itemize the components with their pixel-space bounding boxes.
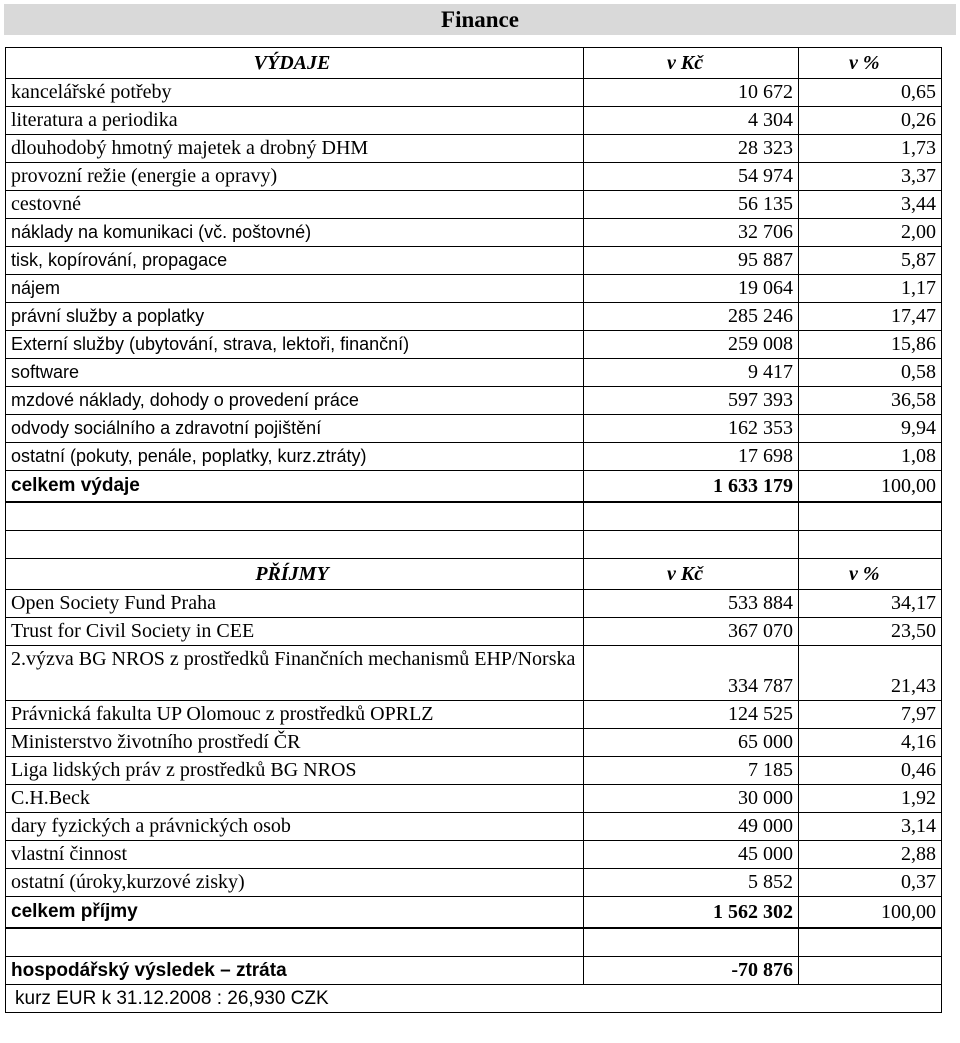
result-label: hospodářský výsledek – ztráta [6,957,584,985]
expense-pct: 1,08 [799,443,942,471]
expense-label: software [6,359,584,387]
blank-cell [6,928,584,957]
expense-kc: 28 323 [584,135,799,163]
income-kc: 65 000 [584,729,799,757]
income-pct: 0,46 [799,757,942,785]
income-label: Ministerstvo životního prostředí ČR [6,729,584,757]
exchange-rate-note: kurz EUR k 31.12.2008 : 26,930 CZK [6,985,942,1013]
income-header-label: PŘÍJMY [6,559,584,590]
expense-label: tisk, kopírování, propagace [6,247,584,275]
blank-cell [584,531,799,559]
table-row [6,785,942,813]
expense-pct: 3,37 [799,163,942,191]
blank-cell [6,531,584,559]
expense-label: mzdové náklady, dohody o provedení práce [6,387,584,415]
table-row [6,701,942,729]
page-title: Finance [4,4,956,35]
income-total-pct: 100,00 [799,897,942,929]
blank-cell [799,531,942,559]
expense-kc: 54 974 [584,163,799,191]
income-label: vlastní činnost [6,841,584,869]
expenses-total-row [6,471,942,503]
income-total-row [6,897,942,929]
expense-pct: 1,73 [799,135,942,163]
expense-kc: 32 706 [584,219,799,247]
expense-pct: 9,94 [799,415,942,443]
table-row [6,331,942,359]
income-kc: 5 852 [584,869,799,897]
expense-label: odvody sociálního a zdravotní pojištění [6,415,584,443]
blank-row [6,502,942,531]
blank-cell [584,502,799,531]
expense-pct: 0,65 [799,79,942,107]
finance-table [5,47,942,1013]
income-label: Trust for Civil Society in CEE [6,618,584,646]
result-row [6,957,942,985]
result-kc: -70 876 [584,957,799,985]
expense-kc: 17 698 [584,443,799,471]
table-row [6,729,942,757]
table-row [6,163,942,191]
expense-label: kancelářské potřeby [6,79,584,107]
expense-pct: 3,44 [799,191,942,219]
table-row [6,219,942,247]
table-row [6,359,942,387]
table-row [6,757,942,785]
expenses-total-kc: 1 633 179 [584,471,799,503]
expense-pct: 0,58 [799,359,942,387]
table-row [6,303,942,331]
income-label: 2.výzva BG NROS z prostředků Finančních mechanismů EHP/Norska [6,646,584,701]
expense-kc: 259 008 [584,331,799,359]
income-pct: 23,50 [799,618,942,646]
expense-pct: 36,58 [799,387,942,415]
income-label: dary fyzických a právnických osob [6,813,584,841]
table-row [6,191,942,219]
income-pct: 34,17 [799,590,942,618]
income-label: Liga lidských práv z prostředků BG NROS [6,757,584,785]
note-row [6,985,942,1013]
income-pct: 0,37 [799,869,942,897]
income-pct: 3,14 [799,813,942,841]
expense-label: ostatní (pokuty, penále, poplatky, kurz.ztráty) [6,443,584,471]
expense-kc: 597 393 [584,387,799,415]
table-row [6,813,942,841]
income-kc: 124 525 [584,701,799,729]
income-kc: 30 000 [584,785,799,813]
expense-label: provozní režie (energie a opravy) [6,163,584,191]
expenses-header-label: VÝDAJE [6,48,584,79]
table-row [6,275,942,303]
expense-pct: 17,47 [799,303,942,331]
expense-label: Externí služby (ubytování, strava, lektoři, finanční) [6,331,584,359]
expense-pct: 1,17 [799,275,942,303]
income-kc: 367 070 [584,618,799,646]
table-row [6,841,942,869]
expense-pct: 15,86 [799,331,942,359]
expense-kc: 4 304 [584,107,799,135]
expense-pct: 5,87 [799,247,942,275]
income-pct: 2,88 [799,841,942,869]
expenses-header-pct: v % [799,48,942,79]
table-row [6,387,942,415]
income-pct: 7,97 [799,701,942,729]
expense-pct: 2,00 [799,219,942,247]
table-row [6,247,942,275]
table-row [6,869,942,897]
table-row [6,618,942,646]
blank-row [6,928,942,957]
table-row [6,590,942,618]
income-pct: 21,43 [799,646,942,701]
income-total-kc: 1 562 302 [584,897,799,929]
income-header-row [6,559,942,590]
expense-label: náklady na komunikaci (vč. poštovné) [6,219,584,247]
finance-sheet [5,47,941,1013]
expense-label: cestovné [6,191,584,219]
table-row [6,443,942,471]
income-label: C.H.Beck [6,785,584,813]
table-row [6,107,942,135]
income-label: ostatní (úroky,kurzové zisky) [6,869,584,897]
income-kc: 45 000 [584,841,799,869]
income-label: Právnická fakulta UP Olomouc z prostředků OPRLZ [6,701,584,729]
income-kc: 334 787 [584,646,799,701]
expense-kc: 56 135 [584,191,799,219]
table-row [6,415,942,443]
expenses-header-row [6,48,942,79]
expenses-total-pct: 100,00 [799,471,942,503]
blank-cell [799,928,942,957]
income-label: Open Society Fund Praha [6,590,584,618]
income-kc: 7 185 [584,757,799,785]
expense-kc: 19 064 [584,275,799,303]
expenses-header-kc: v Kč [584,48,799,79]
expense-kc: 95 887 [584,247,799,275]
expense-kc: 10 672 [584,79,799,107]
income-header-pct: v % [799,559,942,590]
table-row [6,79,942,107]
blank-cell [799,502,942,531]
blank-cell [584,928,799,957]
expense-kc: 285 246 [584,303,799,331]
expense-label: právní služby a poplatky [6,303,584,331]
expense-kc: 162 353 [584,415,799,443]
finance-table-body [6,48,942,1013]
expense-label: dlouhodobý hmotný majetek a drobný DHM [6,135,584,163]
income-pct: 4,16 [799,729,942,757]
expenses-total-label: celkem výdaje [6,471,584,503]
income-kc: 49 000 [584,813,799,841]
blank-cell [6,502,584,531]
income-header-kc: v Kč [584,559,799,590]
table-row [6,135,942,163]
expense-label: nájem [6,275,584,303]
income-kc: 533 884 [584,590,799,618]
expense-label: literatura a periodika [6,107,584,135]
result-empty-cell [799,957,942,985]
blank-row [6,531,942,559]
income-total-label: celkem příjmy [6,897,584,929]
expense-kc: 9 417 [584,359,799,387]
table-row [6,646,942,701]
income-pct: 1,92 [799,785,942,813]
expense-pct: 0,26 [799,107,942,135]
